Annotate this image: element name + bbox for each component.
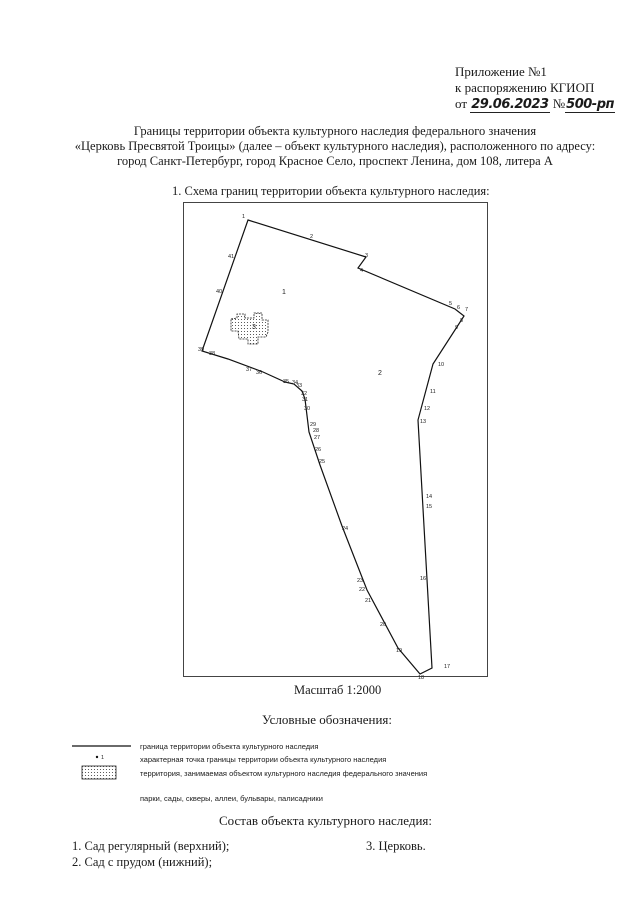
boundary-point-label: 29 xyxy=(310,422,317,428)
legend-title: Условные обозначения: xyxy=(262,712,393,727)
appendix-label: Приложение №1 xyxy=(455,64,547,79)
boundary-point-label: 12 xyxy=(424,406,431,412)
handwritten-number: 500-рп xyxy=(566,97,614,112)
boundary-point-label: 40 xyxy=(216,289,223,295)
boundary-point-label: 17 xyxy=(444,664,451,670)
boundary-point-label: 3 xyxy=(365,253,369,259)
boundary-point-label: 1 xyxy=(242,214,246,220)
boundary-point-label: 37 xyxy=(246,367,253,373)
boundary-point-label: 33 xyxy=(296,383,303,389)
composition-title: Состав объекта культурного наследия: xyxy=(219,813,433,828)
legend-item-monument-area: территория, занимаемая объектом культурного наследия федерального значения xyxy=(140,769,428,778)
boundary-point-label: 24 xyxy=(342,526,349,532)
boundary-point-label: 38 xyxy=(209,351,216,357)
boundary-point-label: 2 xyxy=(310,234,314,240)
boundary-point-label: 30 xyxy=(304,406,311,412)
boundary-point-label: 22 xyxy=(359,587,366,593)
composition-item-3: 3. Церковь. xyxy=(366,839,426,853)
boundary-point-label: 23 xyxy=(357,578,364,584)
boundary-point-label: 10 xyxy=(438,362,445,368)
church-building-area xyxy=(231,313,268,344)
boundary-point-label: 26 xyxy=(315,447,322,453)
boundary-point-label: 7 xyxy=(465,307,469,313)
legend-item-point: характерная точка границы территории объекта культурного наследия xyxy=(140,755,387,764)
zone-number-label: 2 xyxy=(378,370,382,377)
composition-item-1: 1. Сад регулярный (верхний); xyxy=(72,839,230,853)
boundary-point-label: 25 xyxy=(319,459,326,465)
boundary-point-label: 14 xyxy=(426,494,433,500)
boundary-point-label: 34 xyxy=(292,380,299,386)
map-scale: Масштаб 1:2000 xyxy=(294,683,382,697)
boundary-point-label: 15 xyxy=(426,504,433,510)
boundary-point-label: 31 xyxy=(302,397,309,403)
boundary-point-label: 11 xyxy=(430,389,436,395)
section-heading: 1. Схема границ территории объекта культурного наследия: xyxy=(172,184,490,198)
document-title: Границы территории объекта культурного наследия федерального значения «Церковь Пресвятой Троицы» (далее – объект культурного наследия), расположенного по адресу: город Санкт-Петербург, город Красное Село, проспект Ленина, дом 108, литера А xyxy=(74,124,596,168)
boundary-point-label: 27 xyxy=(314,435,321,441)
boundary-point-label: 9 xyxy=(455,325,459,331)
boundary-point-label: 6 xyxy=(457,305,461,311)
boundary-point-label: 41 xyxy=(228,254,235,260)
boundary-point-label: 19 xyxy=(396,648,403,654)
handwritten-date: 29.06.2023 xyxy=(471,97,549,112)
boundary-point-label: 36 xyxy=(256,370,263,376)
order-date-number: от 29.06.2023 №500-рп xyxy=(455,96,614,112)
boundary-point-label: 39 xyxy=(198,347,205,353)
boundary-point-label: 35 xyxy=(283,379,290,385)
characteristic-point-legend xyxy=(96,755,104,761)
boundary-point-label: 20 xyxy=(380,622,387,628)
boundary-point-label: 16 xyxy=(420,576,427,582)
zone-number-label: 3 xyxy=(252,324,256,331)
boundary-point-label: 32 xyxy=(301,391,308,397)
composition-item-2: 2. Сад с прудом (нижний); xyxy=(72,855,213,869)
boundary-point-label: 8 xyxy=(460,318,464,324)
boundary-point-label: 28 xyxy=(313,428,320,434)
zone-number-label: 1 xyxy=(282,289,286,296)
order-reference: к распоряжению КГИОП xyxy=(455,80,595,95)
boundary-point-label: 4 xyxy=(360,268,364,274)
boundary-point-label: 5 xyxy=(449,301,453,307)
legend-item-parks: парки, сады, скверы, аллеи, бульвары, палисадники xyxy=(140,794,323,803)
legend-point-label: 1 xyxy=(101,755,105,761)
boundary-point-label: 18 xyxy=(418,675,425,681)
monument-area-legend-swatch xyxy=(82,766,116,779)
legend-item-boundary: граница территории объекта культурного наследия xyxy=(140,742,319,751)
boundary-point-label: 13 xyxy=(420,419,427,425)
boundary-point-label: 21 xyxy=(365,598,372,604)
territory-boundary-line xyxy=(202,220,464,674)
